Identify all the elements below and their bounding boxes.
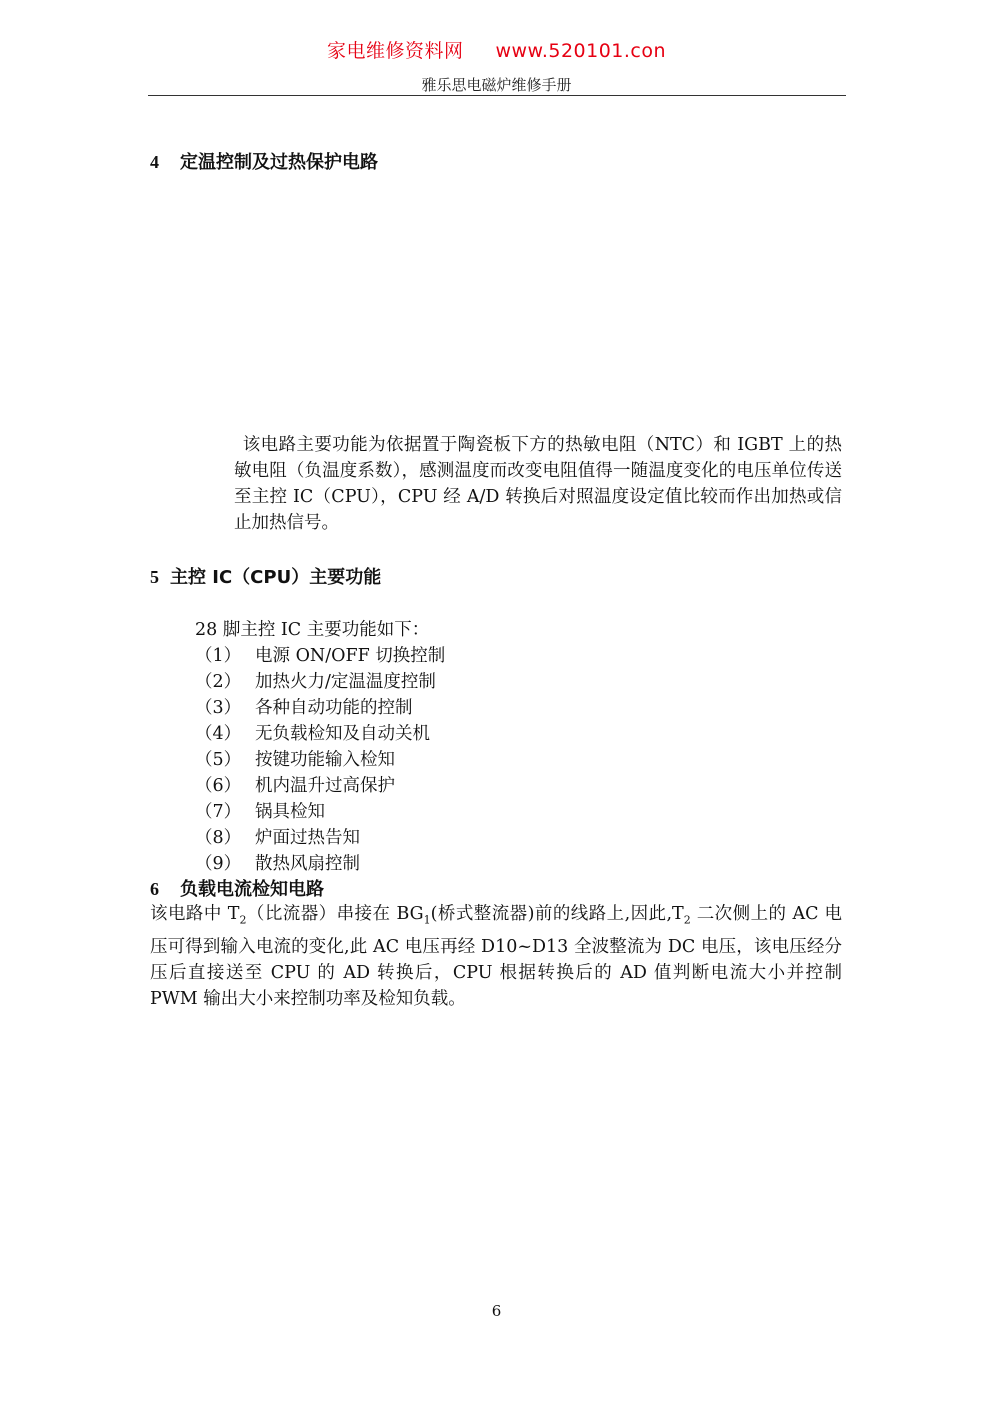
function-list bbox=[195, 641, 445, 875]
list-item-text: 加热火力/定温温度控制 bbox=[255, 671, 436, 692]
section-6-text-2: （比流器）串接在 BG bbox=[246, 904, 424, 924]
header-rule bbox=[148, 95, 846, 96]
section-5-title: 主控 IC（CPU）主要功能 bbox=[170, 567, 382, 588]
list-item bbox=[195, 667, 445, 693]
site-name: 家电维修资料网 bbox=[326, 40, 464, 62]
section-6-heading bbox=[150, 875, 324, 901]
list-item bbox=[195, 745, 445, 771]
section-6-text-1: 该电路中 T bbox=[150, 904, 240, 924]
subscript-t2-second: 2 bbox=[683, 913, 691, 927]
list-item bbox=[195, 641, 445, 667]
list-item-text: 各种自动功能的控制 bbox=[255, 697, 413, 718]
section-5-intro: 28 脚主控 IC 主要功能如下： bbox=[195, 620, 430, 640]
site-url: www.520101.con bbox=[495, 40, 667, 62]
site-watermark bbox=[0, 36, 993, 63]
running-title: 雅乐思电磁炉维修手册 bbox=[421, 76, 572, 94]
list-item bbox=[195, 719, 445, 745]
list-item-index: （4） bbox=[195, 723, 242, 744]
list-item-text: 炉面过热告知 bbox=[255, 827, 360, 848]
section-6-text-4: 二次侧上的 AC 电压可得到输入电流的变化,此 AC 电压再经 D10~D13 全波整流为 DC 电压，该电压经分压后直接送至 CPU 的 AD 转换后，CPU 根据转换后的 AD 值判断电流大小并控制 PWM 输出大小来控制功率及检知负载。 bbox=[150, 904, 842, 1009]
section-4-number: 4 bbox=[150, 152, 159, 172]
subscript-t2: 2 bbox=[239, 913, 247, 927]
list-item bbox=[195, 823, 445, 849]
list-item-text: 无负载检知及自动关机 bbox=[255, 723, 430, 744]
list-item-index: （2） bbox=[195, 671, 242, 692]
list-item bbox=[195, 849, 445, 875]
list-item-index: （1） bbox=[195, 645, 242, 666]
list-item-text: 锅具检知 bbox=[255, 801, 325, 822]
list-item-index: （8） bbox=[195, 827, 242, 848]
page-number: 6 bbox=[491, 1302, 502, 1320]
list-item bbox=[195, 693, 445, 719]
list-item-index: （3） bbox=[195, 697, 242, 718]
list-item-index: （5） bbox=[195, 749, 242, 770]
section-6-text-3: (桥式整流器)前的线路上,因此,T bbox=[430, 904, 684, 924]
subscript-bg1: 1 bbox=[423, 913, 431, 927]
list-item bbox=[195, 771, 445, 797]
section-6-title: 负载电流检知电路 bbox=[180, 879, 324, 900]
section-6-number: 6 bbox=[150, 879, 159, 899]
list-item bbox=[195, 797, 445, 823]
list-item-text: 按键功能输入检知 bbox=[255, 749, 395, 770]
section-4-title: 定温控制及过热保护电路 bbox=[180, 152, 378, 173]
list-item-text: 散热风扇控制 bbox=[255, 853, 360, 874]
list-item-index: （9） bbox=[195, 853, 242, 874]
section-4-paragraph: 该电路主要功能为依据置于陶瓷板下方的热敏电阻（NTC）和 IGBT 上的热敏电阻（负温度系数），感测温度而改变电阻值得一随温度变化的电压单位传送至主控 IC（CPU），CPU 经 A/D 转换后对照温度设定值比较而作出加热或信止加热信号。 bbox=[234, 435, 842, 533]
section-5-heading bbox=[150, 563, 381, 589]
list-item-index: （6） bbox=[195, 775, 242, 796]
list-item-index: （7） bbox=[195, 801, 242, 822]
section-6-paragraph bbox=[150, 901, 842, 1012]
list-item-text: 机内温升过高保护 bbox=[255, 775, 395, 796]
section-5-number: 5 bbox=[150, 567, 159, 587]
section-4-heading bbox=[150, 148, 378, 174]
list-item-text: 电源 ON/OFF 切换控制 bbox=[255, 645, 446, 666]
